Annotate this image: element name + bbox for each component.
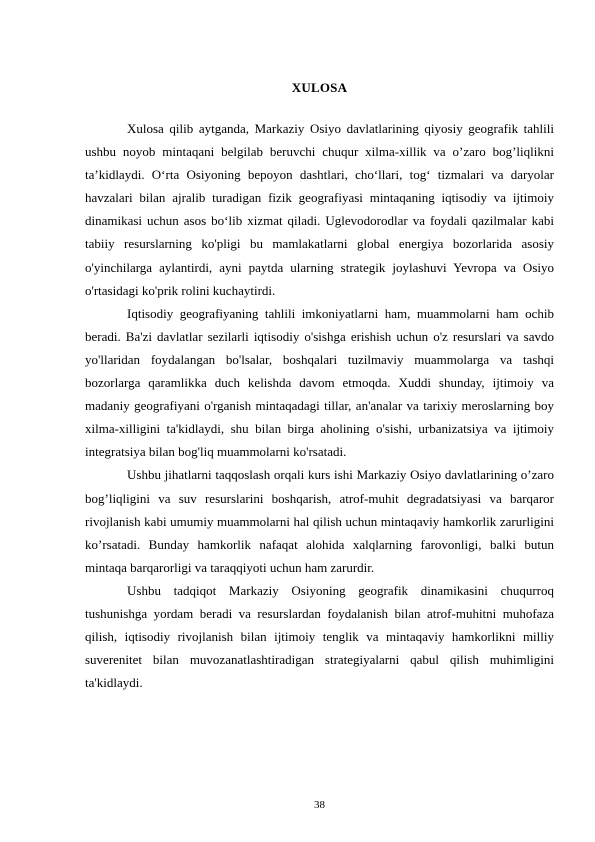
paragraph-conclusion-intro: Xulosa qilib aytganda, Markaziy Osiyo davlatlarining qiyosiy geografik tahlili ushbu noyob mintaqani belgilab beruvchi chuqur xilma-xillik va o’zaro bog’liqlikni ta’kidlaydi. O‘rta Osiyoning bepoyon dashtlari, cho‘llari, tog‘ tizmalari va daryolar havzalari bilan ajralib turadigan fizik geografiyasi mintaqaning iqtisodiy va ijtimoiy dinamikasi uchun asos bo‘lib xizmat qiladi. Uglevodorodlar va foydali qazilmalar kabi tabiiy resurslarning ko'pligi bu mamlakatlarni global energiya bozorlarida asosiy o'yinchilarga aylantirdi, ayni paytda ularning strategik joylashuvi Yevropa va Osiyo o'rtasidagi ko'prik rolini kuchaytirdi. [85,121,554,298]
page-title: XULOSA [291,80,348,95]
page-number: 38 [314,799,325,811]
paragraph-regional-cooperation: Ushbu jihatlarni taqqoslash orqali kurs ishi Markaziy Osiyo davlatlarining o’zaro bog’liqligini va suv resurslarini boshqarish, atrof-muhit degradatsiyasi va barqaror rivojlanish kabi umumiy muammolarni hal qilish uchun mintaqaviy hamkorlik zarurligini ko’rsatadi. Bunday hamkorlik nafaqat alohida xalqlarning farovonligi, balki butun mintaqa barqarorligi va taraqqiyoti uchun ham zarurdir. [85,467,554,575]
document-body [85,117,554,694]
paragraph-research-contribution: Ushbu tadqiqot Markaziy Osiyoning geografik dinamikasini chuqurroq tushunishga yordam beradi va resurslardan foydalanish bilan atrof-muhitni muhofaza qilish, iqtisodiy rivojlanish bilan ijtimoiy tenglik va mintaqaviy hamkorlikni milliy suverenitet bilan muvozanatlashtiradigan strategiyalarni qabul qilish muhimligini ta'kidlaydi. [85,582,554,691]
paragraph-economic-geography: Iqtisodiy geografiyaning tahlili imkoniyatlarni ham, muammolarni ham ochib beradi. Ba'zi davlatlar sezilarli iqtisodiy o'sishga erishish uchun o'z resurslari va savdo yo'llaridan foydalangan bo'lsalar, boshqalari tuzilmaviy muammolarga va tashqi bozorlarga qaramlikka duch kelishda davom etmoqda. Xuddi shunday, ijtimoiy va madaniy geografiyani o'rganish mintaqadagi tillar, an'analar va tarixiy meroslarning boy xilma-xilligini ta'kidlaydi, shu bilan birga aholining o'sishi, urbanizatsiya va ijtimoiy integratsiya bilan bog'liq muammolarni ko'rsatadi. [85,305,554,460]
